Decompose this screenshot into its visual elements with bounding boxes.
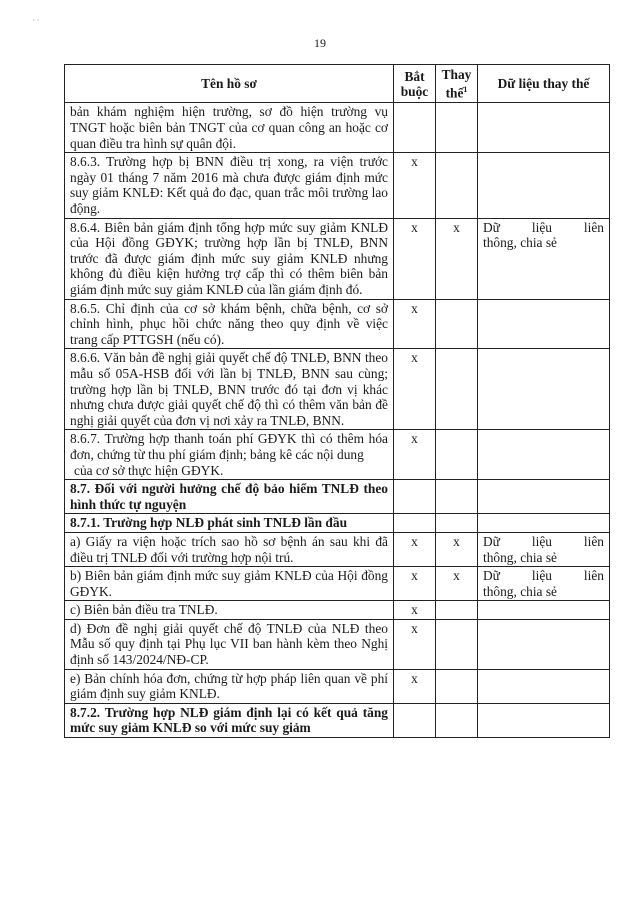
replace-mark — [436, 103, 478, 153]
record-text: 8.6.7. Trường hợp thanh toán phí GĐYK thì có thêm hóa đơn, chứng từ thu phí giám định; bảng kê các nội dung — [70, 431, 388, 462]
record-text: 8.7.2. Trường hợp NLĐ giám định lại có kết quả tăng mức suy giảm KNLĐ so với mức suy giảm — [70, 704, 388, 736]
record-name — [65, 532, 394, 566]
record-name — [65, 567, 394, 601]
replace-mark — [436, 480, 478, 514]
alt-data-cell — [478, 153, 610, 218]
alt-data-text-continued: thông, chia sẻ — [483, 235, 558, 251]
record-text: 8.6.4. Biên bản giám định tổng hợp mức suy giảm KNLĐ của Hội đồng GĐYK; trường hợp lần bị TNLĐ, BNN trước đã được giám định mức suy giảm KNLĐ nhưng không đủ điều kiện hưởng trợ cấp thì có thêm biên bản giám định mức suy giảm KNLĐ của lần giám định đó. — [70, 219, 388, 297]
alt-data-cell — [478, 218, 610, 299]
alt-data-text: Dữ liệu liên — [483, 219, 604, 235]
replace-mark — [436, 619, 478, 669]
section-heading — [65, 480, 394, 514]
required-mark: x — [394, 153, 436, 218]
required-mark: x — [394, 619, 436, 669]
alt-data-cell — [478, 349, 610, 430]
required-mark: x — [394, 669, 436, 703]
replace-mark — [436, 514, 478, 533]
alt-data-cell — [478, 703, 610, 737]
records-table — [64, 64, 610, 738]
table-row — [65, 218, 610, 299]
required-mark: x — [394, 299, 436, 349]
required-mark — [394, 480, 436, 514]
alt-data-cell — [478, 430, 610, 480]
record-text: 8.6.5. Chỉ định của cơ sở khám bệnh, chữa bệnh, cơ sở chỉnh hình, phục hồi chức năng theo quy định về việc trang cấp PTTGSH (nếu có). — [70, 300, 388, 347]
table-row — [65, 703, 610, 737]
record-text-continued: của cơ sở thực hiện GĐYK. — [74, 462, 224, 478]
alt-data-cell — [478, 532, 610, 566]
section-heading — [65, 514, 394, 533]
record-name — [65, 103, 394, 153]
header-alt-data: Dữ liệu thay thế — [478, 65, 610, 103]
record-text: 8.7.1. Trường hợp NLĐ phát sinh TNLĐ lần đầu — [70, 515, 348, 531]
required-mark: x — [394, 349, 436, 430]
replace-mark — [436, 669, 478, 703]
table-row — [65, 103, 610, 153]
table-row — [65, 153, 610, 218]
page-number: 19 — [314, 36, 326, 50]
replace-mark: x — [436, 532, 478, 566]
alt-data-text: Dữ liệu liên — [483, 533, 604, 549]
alt-data-cell — [478, 669, 610, 703]
record-text: bản khám nghiệm hiện trường, sơ đồ hiện trường vụ TNGT hoặc biên bản TNGT của cơ quan công an hoặc cơ quan điều tra hình sự quân đội. — [70, 104, 388, 151]
replace-mark — [436, 349, 478, 430]
alt-data-cell — [478, 619, 610, 669]
required-mark — [394, 103, 436, 153]
table-row — [65, 532, 610, 566]
table-header-row — [65, 65, 610, 103]
alt-data-text: Dữ liệu liên — [483, 568, 604, 584]
replace-mark — [436, 703, 478, 737]
scan-artifact: · · — [32, 16, 40, 25]
alt-data-cell — [478, 299, 610, 349]
replace-mark — [436, 430, 478, 480]
alt-data-cell — [478, 103, 610, 153]
record-text: d) Đơn đề nghị giải quyết chế độ TNLĐ của NLĐ theo Mẫu số quy định tại Phụ lục VII ban hành kèm theo Nghị định số 143/2024/NĐ-CP. — [70, 620, 388, 668]
table-row — [65, 669, 610, 703]
header-replace-label: Thay thế — [441, 67, 472, 101]
record-name — [65, 601, 394, 620]
replace-mark — [436, 601, 478, 620]
record-text: c) Biên bản điều tra TNLĐ. — [70, 602, 218, 618]
table-row — [65, 601, 610, 620]
alt-data-cell — [478, 480, 610, 514]
table-row — [65, 349, 610, 430]
required-mark: x — [394, 430, 436, 480]
header-name: Tên hồ sơ — [65, 65, 394, 103]
record-name — [65, 430, 394, 480]
replace-mark — [436, 153, 478, 218]
alt-data-text-continued: thông, chia sẻ — [483, 583, 558, 599]
alt-data-cell — [478, 567, 610, 601]
required-mark: x — [394, 218, 436, 299]
record-name — [65, 669, 394, 703]
table-row — [65, 299, 610, 349]
alt-data-cell — [478, 514, 610, 533]
section-heading — [65, 703, 394, 737]
replace-mark: x — [436, 218, 478, 299]
record-name — [65, 299, 394, 349]
record-text: 8.6.3. Trường hợp bị BNN điều trị xong, ra viện trước ngày 01 tháng 7 năm 2016 mà chưa được giám định mức suy giảm KNLĐ: Kết quả đo đạc, quan trắc môi trường lao động. — [70, 154, 388, 217]
table-row — [65, 430, 610, 480]
table-row — [65, 480, 610, 514]
record-text: 8.7. Đối với người hưởng chế độ bảo hiểm TNLĐ theo hình thức tự nguyện — [70, 481, 388, 512]
record-name — [65, 153, 394, 218]
header-required: Bắt buộc — [394, 65, 436, 103]
required-mark: x — [394, 532, 436, 566]
required-mark: x — [394, 567, 436, 601]
record-text: b) Biên bản giám định mức suy giảm KNLĐ của Hội đồng GĐYK. — [70, 568, 388, 599]
record-text: e) Bản chính hóa đơn, chứng từ hợp pháp liên quan về phí giám định suy giảm KNLĐ. — [70, 670, 388, 702]
header-replace-footnote: 1 — [463, 85, 468, 94]
record-text: a) Giấy ra viện hoặc trích sao hồ sơ bệnh án sau khi đã điều trị TNLĐ đối với trường hợp nội trú. — [70, 533, 388, 565]
header-replace — [436, 65, 478, 103]
record-name — [65, 619, 394, 669]
record-name — [65, 218, 394, 299]
replace-mark: x — [436, 567, 478, 601]
alt-data-cell — [478, 601, 610, 620]
required-mark — [394, 703, 436, 737]
alt-data-text-continued: thông, chia sẻ — [483, 549, 558, 565]
table-row — [65, 514, 610, 533]
replace-mark — [436, 299, 478, 349]
required-mark: x — [394, 601, 436, 620]
table-row — [65, 567, 610, 601]
table-row — [65, 619, 610, 669]
record-text: 8.6.6. Văn bản đề nghị giải quyết chế độ TNLĐ, BNN theo mẫu số 05A-HSB đối với lần bị TNLĐ, BNN sau cùng; trường hợp lần bị TNLĐ, BNN trước đó tại đơn vị khác nhưng chưa được giải quyết chế độ thì có thêm văn bản đề nghị giải quyết của đơn vị nơi xảy ra TNLĐ, BNN. — [70, 350, 388, 428]
record-name — [65, 349, 394, 430]
required-mark — [394, 514, 436, 533]
